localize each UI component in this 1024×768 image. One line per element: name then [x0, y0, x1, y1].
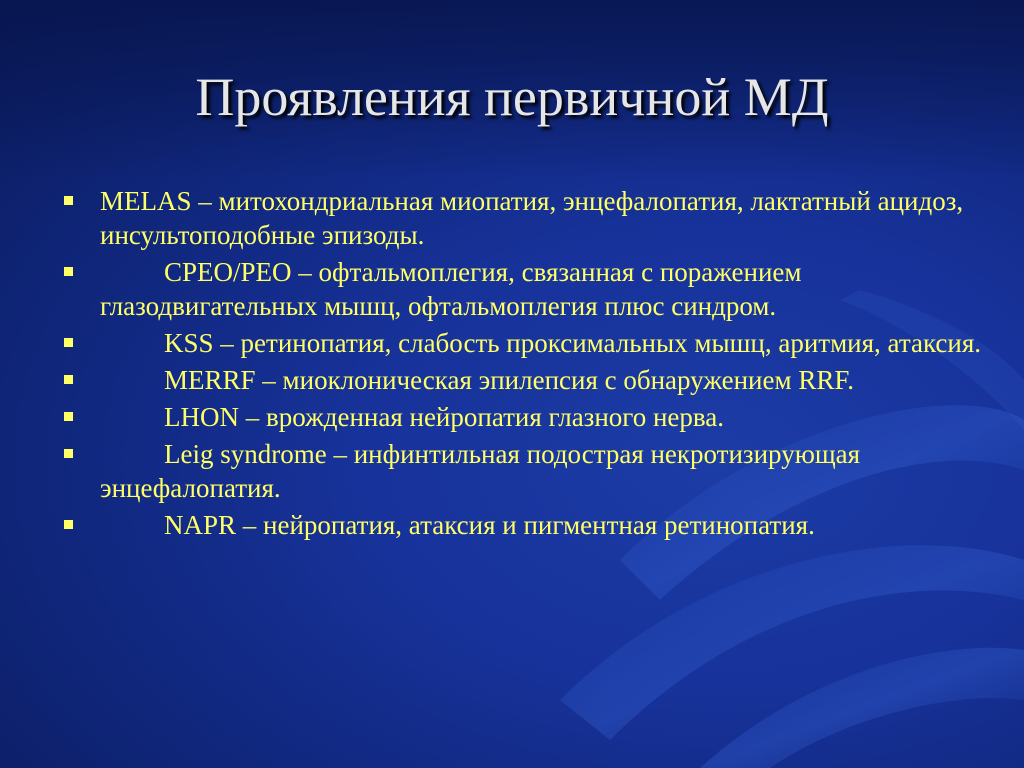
- square-bullet-icon: [64, 520, 73, 529]
- square-bullet-icon: [64, 267, 73, 276]
- list-item: [62, 508, 982, 542]
- list-item: [62, 437, 982, 505]
- bullet-text: MELAS – митохондриальная миопатия, энцефалопатия, лактатный ацидоз, инсультоподобные эпизоды.: [100, 186, 964, 250]
- bullet-text: Leig syndrome – инфинтильная подострая некротизирующая энцефалопатия.: [100, 439, 861, 503]
- list-item: [62, 255, 982, 323]
- bullet-text: KSS – ретинопатия, слабость проксимальных мышц, аритмия, атаксия.: [164, 328, 981, 358]
- square-bullet-icon: [64, 449, 73, 458]
- square-bullet-icon: [64, 196, 73, 205]
- bullet-text: MERRF – миоклоническая эпилепсия с обнаружением RRF.: [164, 365, 854, 395]
- slide-title: Проявления первичной МД: [195, 67, 829, 127]
- square-bullet-icon: [64, 412, 73, 421]
- list-item: [62, 363, 982, 397]
- list-item: [62, 184, 982, 252]
- bullet-text: NAPR – нейропатия, атаксия и пигментная ретинопатия.: [164, 510, 815, 540]
- list-item: [62, 400, 982, 434]
- bullet-text: LHON – врожденная нейропатия глазного нерва.: [164, 402, 725, 432]
- list-item: [62, 326, 982, 360]
- square-bullet-icon: [64, 338, 73, 347]
- bullet-list: [62, 184, 982, 545]
- bullet-text: CPEO/PEO – офтальмоплегия, связанная с поражением глазодвигательных мышц, офтальмоплегия плюс синдром.: [100, 257, 802, 321]
- square-bullet-icon: [64, 375, 73, 384]
